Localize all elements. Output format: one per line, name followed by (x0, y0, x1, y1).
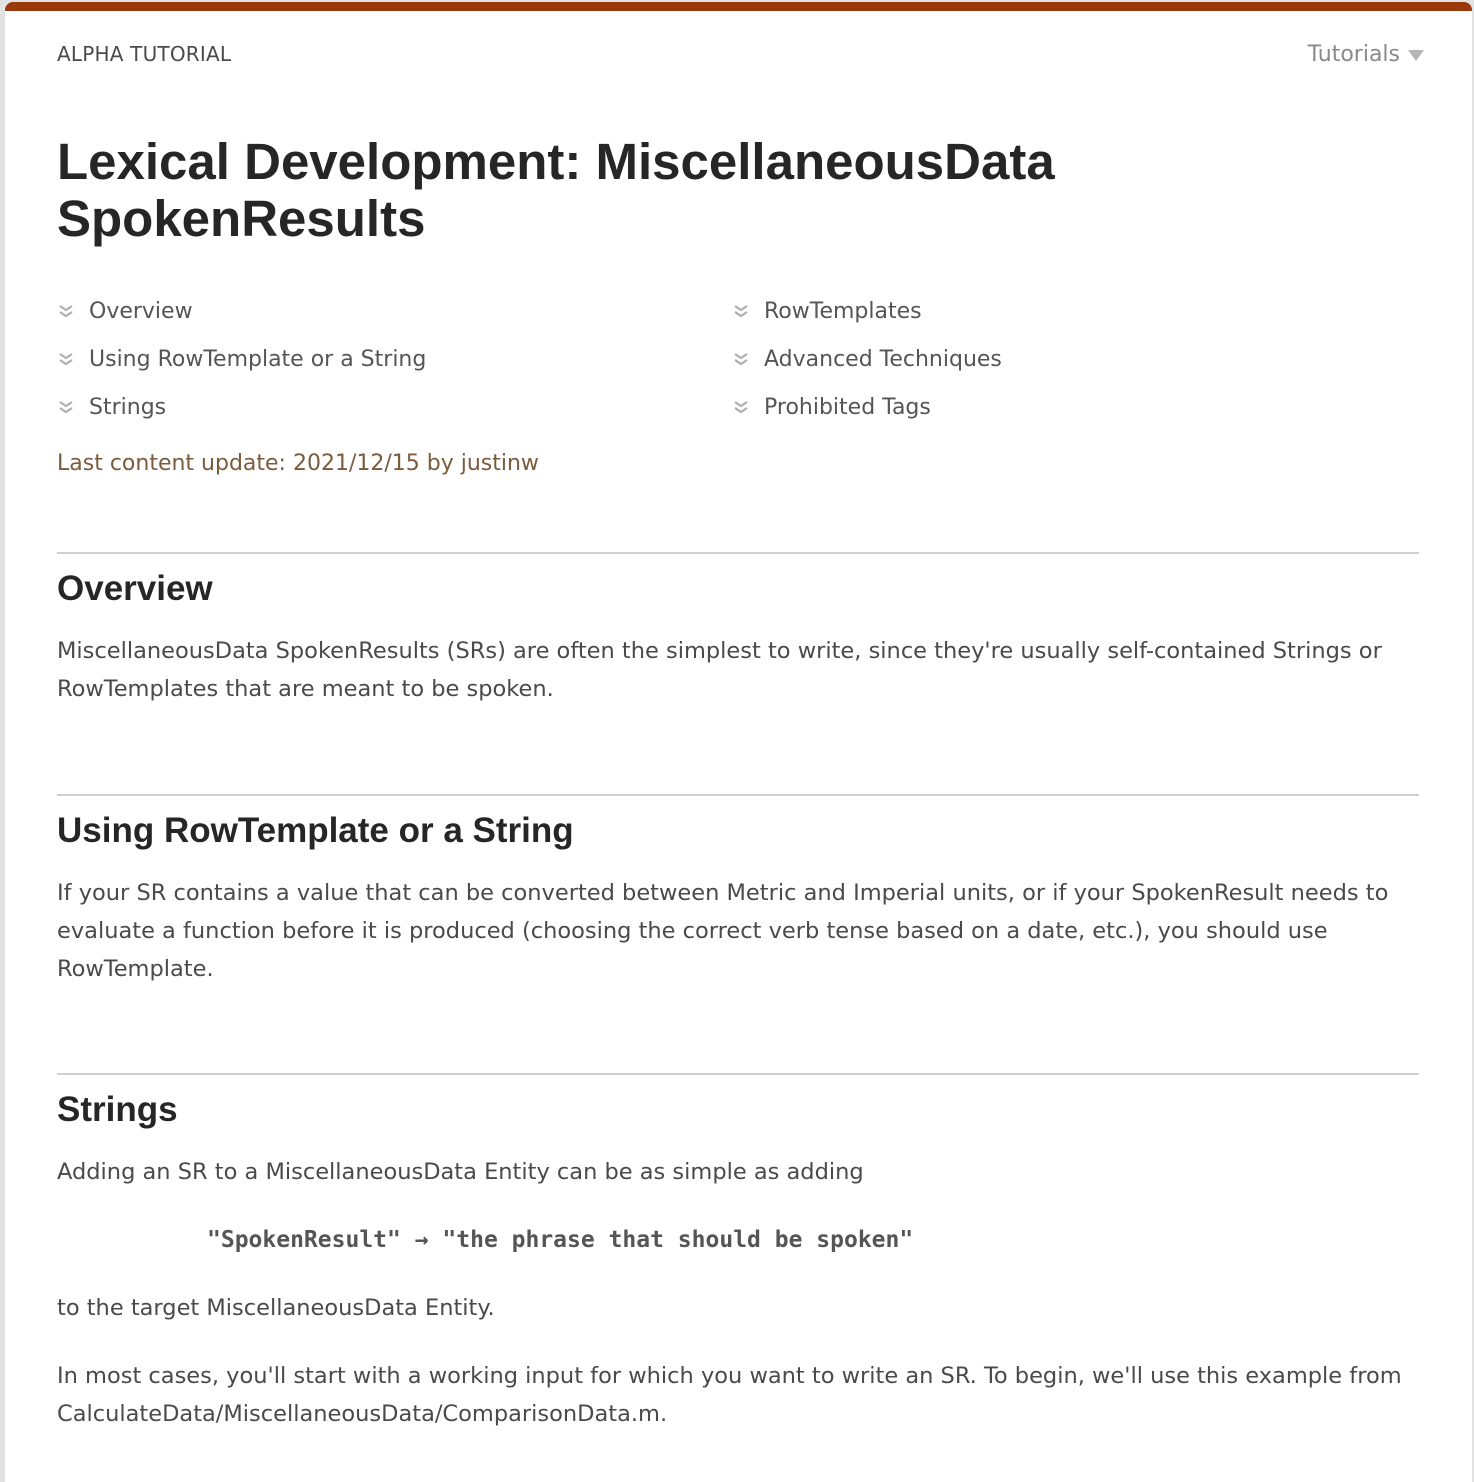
page-card (5, 2, 1472, 1482)
toc-item-prohibited-tags[interactable] (732, 387, 1407, 427)
section-heading: Overview (57, 569, 213, 608)
section-paragraph: MiscellaneousData SpokenResults (SRs) are often the simplest to write, since they're usually self-contained Strings or RowTemplates that are meant to be spoken. (57, 638, 1382, 702)
toc-item-label: Overview (89, 298, 193, 324)
section-paragraph: Adding an SR to a MiscellaneousData Entity can be as simple as adding (57, 1159, 864, 1185)
section-divider (57, 1073, 1419, 1075)
toc-item-advanced-techniques[interactable] (732, 339, 1407, 379)
toc-item-label: Strings (89, 394, 167, 420)
toc-item-overview[interactable] (57, 291, 732, 331)
double-chevron-down-icon (57, 399, 75, 415)
caret-down-icon (1408, 50, 1424, 61)
toc-item-strings[interactable] (57, 387, 732, 427)
section-divider (57, 794, 1419, 796)
section-paragraph: to the target MiscellaneousData Entity. (57, 1295, 495, 1321)
toc-item-label: Using RowTemplate or a String (89, 346, 427, 372)
last-update-text: Last content update: 2021/12/15 by justinw (57, 451, 539, 476)
section-overview (57, 552, 1419, 708)
section-heading: Using RowTemplate or a String (57, 811, 574, 850)
brand-label: ALPHA TUTORIAL (57, 42, 232, 66)
tutorials-menu-button[interactable] (1308, 42, 1424, 67)
double-chevron-down-icon (732, 399, 750, 415)
toc-item-rowtemplates[interactable] (732, 291, 1407, 331)
double-chevron-down-icon (57, 351, 75, 367)
section-divider (57, 552, 1419, 554)
toc-item-label: Advanced Techniques (764, 346, 1002, 372)
top-bar (57, 39, 1424, 69)
table-of-contents (57, 291, 1417, 435)
page-title: Lexical Development: MiscellaneousData SpokenResults (57, 133, 1055, 247)
tutorials-menu-label: Tutorials (1307, 41, 1400, 67)
section-paragraph: In most cases, you'll start with a working input for which you want to write an SR. To begin, we'll use this example from CalculateData/MiscellaneousData/ComparisonData.m. (57, 1363, 1402, 1427)
double-chevron-down-icon (732, 351, 750, 367)
section-strings (57, 1073, 1419, 1433)
toc-item-label: Prohibited Tags (764, 394, 931, 420)
double-chevron-down-icon (57, 303, 75, 319)
section-heading: Strings (57, 1090, 178, 1129)
section-using-rowtemplate (57, 794, 1419, 988)
section-paragraph: If your SR contains a value that can be converted between Metric and Imperial units, or if your SpokenResult needs to evaluate a function before it is produced (choosing the correct verb tense based on a date, etc.), you should use RowTemplate. (57, 880, 1389, 982)
toc-item-using-rowtemplate[interactable] (57, 339, 732, 379)
double-chevron-down-icon (732, 303, 750, 319)
code-example: "SpokenResult" → "the phrase that should be spoken" (207, 1227, 914, 1253)
toc-item-label: RowTemplates (764, 298, 922, 324)
